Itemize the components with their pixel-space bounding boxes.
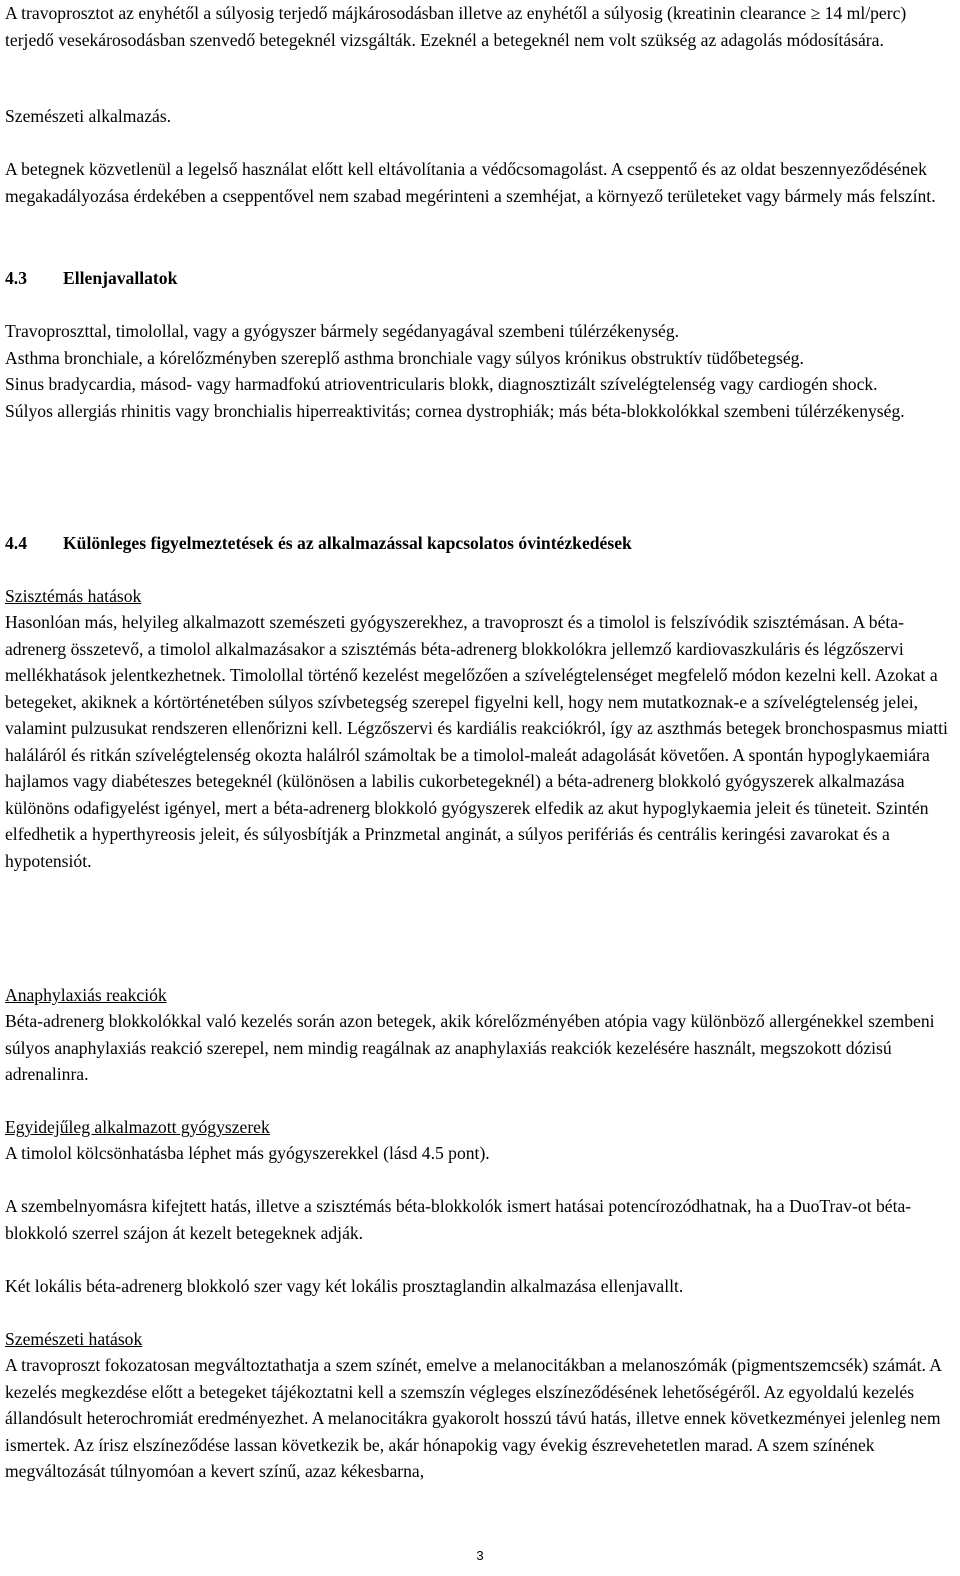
- systemic-effects-paragraph: Hasonlóan más, helyileg alkalmazott szemészeti gyógyszerekhez, a travoproszt és a timolol is felszívódik szisztémásan. A béta-adrenerg összetevő, a timolol alkalmazásakor a szisztémás béta-adrenerg blokkolókra jellemző kardiovaszkuláris és légzőszervi mellékhatások jelentkezhetnek. Timolollal történő kezelést megelőzően a szívelégtelenséget megfelelő módon kezelni kell. Azokat a betegeket, akiknek a kórtörténetében súlyos szívbetegség szerepel figyelni kell, hogy nem mutatkoznak-e a szívelégtelenség jelei, valamint pulzusukat rendszeren ellenőrizni kell. Légzőszervi és kardiális reakciókról, így az aszthmás betegek bronchospasmus miatti haláláról és ritkán szívelégtelenség okozta halálról számoltak be a timolol-maleát adagolását követően. A spontán hypoglykaemiára hajlamos vagy diabéteszes betegeknél (különösen a labilis cukorbetegeknél) a béta-adrenerg blokkoló gyógyszerek alkalmazása különöns odafigyelést igényel, mert a béta-adrenerg blokkoló gyógyszerek elfedik az akut hypoglykaemia jeleit és tüneteit. Szintén elfedhetik a hyperthyreosis jeleit, és súlyosbítják a Prinzmetal anginát, a súlyos perifériás és centrális keringési zavarokat és a hypotensiót.: [5, 612, 948, 871]
- section-title: Ellenjavallatok: [63, 268, 178, 288]
- section-number: 4.3: [5, 268, 27, 288]
- intro-paragraph: A travoprosztot az enyhétől a súlyosig terjedő májkárosodásban illetve az enyhétől a súlyosig (kreatinin clearance ≥ 14 ml/perc) terjedő vesekárosodásban szenvedő betegeknél vizsgálták. Ezeknél a betegeknél nem volt szükség az adagolás módosítására.: [5, 3, 907, 50]
- anaphylaxis-heading: Anaphylaxiás reakciók: [5, 985, 167, 1005]
- concomitant-paragraph-1: A timolol kölcsönhatásba léphet más gyógyszerekkel (lásd 4.5 pont).: [5, 1143, 490, 1163]
- section-4-4-heading: [5, 530, 953, 557]
- section-title: Különleges figyelmeztetések és az alkalmazással kapcsolatos óvintézkedések: [63, 533, 632, 553]
- anaphylaxis-paragraph: Béta-adrenerg blokkolókkal való kezelés során azon betegek, akik kórelőzményében atópia vagy különböző allergénekkel szembeni súlyos anaphylaxiás reakció szerepel, nem mindig reagálnak az anaphylaxiás reakciók kezelésére használt, megszokott dózisú adrenalinra.: [5, 1011, 935, 1084]
- ocular-effects-paragraph: A travoproszt fokozatosan megváltoztathatja a szem színét, emelve a melanocitákban a melanoszómák (pigmentszemcsék) számát. A kezelés megkezdése előtt a betegeket tájékoztatni kell a szemszín végleges elszíneződésének lehetőségéről. Az egyoldalú kezelés állandósult heterochromiát eredményezhet. A melanocitákra gyakorolt hosszú távú hatás, illetve ennek következményei jelenleg nem ismertek. Az írisz elszíneződése lassan következik be, akár hónapokig vagy évekig észrevehetetlen marad. A szem színének megváltozását túlnyomóan a kevert színű, azaz kékesbarna,: [5, 1355, 942, 1481]
- handling-paragraph: A betegnek közvetlenül a legelső használat előtt kell eltávolítania a védőcsomagolást. A cseppentő és az oldat beszennyeződésének megakadályozása érdekében a cseppentővel nem szabad megérinteni a szemhéjat, a környező területeket vagy bármely más felszínt.: [5, 159, 936, 206]
- contraindication-item: Asthma bronchiale, a kórelőzményben szereplő asthma bronchiale vagy súlyos krónikus obstruktív tüdőbetegség.: [5, 347, 804, 368]
- contraindication-item: Súlyos allergiás rhinitis vagy bronchialis hiperreaktivitás; cornea dystrophiák; más béta-blokkolókkal szembeni túlérzékenység.: [5, 400, 905, 421]
- concomitant-paragraph-2: A szembelnyomásra kifejtett hatás, illetve a szisztémás béta-blokkolók ismert hatásai potencírozódhatnak, ha a DuoTrav-ot béta-blokkoló szerrel szájon át kezelt betegeknek adják.: [5, 1196, 912, 1243]
- contraindications-list: [5, 318, 953, 424]
- page-number: 3: [476, 1548, 484, 1563]
- contraindication-item: Sinus bradycardia, másod- vagy harmadfokú atrioventricularis blokk, diagnosztizált szívelégtelenség vagy cardiogén shock.: [5, 374, 878, 394]
- concomitant-drugs-heading: Egyidejűleg alkalmazott gyógyszerek: [5, 1117, 270, 1137]
- systemic-effects-heading: Szisztémás hatások: [5, 586, 142, 606]
- concomitant-paragraph-3: Két lokális béta-adrenerg blokkoló szer vagy két lokális prosztaglandin alkalmazása ellenjavallt.: [5, 1276, 684, 1296]
- section-number: 4.4: [5, 533, 27, 553]
- contraindication-item: Travoproszttal, timolollal, vagy a gyógyszer bármely segédanyagával szembeni túlérzékenység.: [5, 321, 680, 341]
- section-4-3-heading: [5, 265, 953, 292]
- ocular-effects-heading: Szemészeti hatások: [5, 1329, 143, 1349]
- subheading-ophthalmic-use: Szemészeti alkalmazás.: [5, 106, 172, 126]
